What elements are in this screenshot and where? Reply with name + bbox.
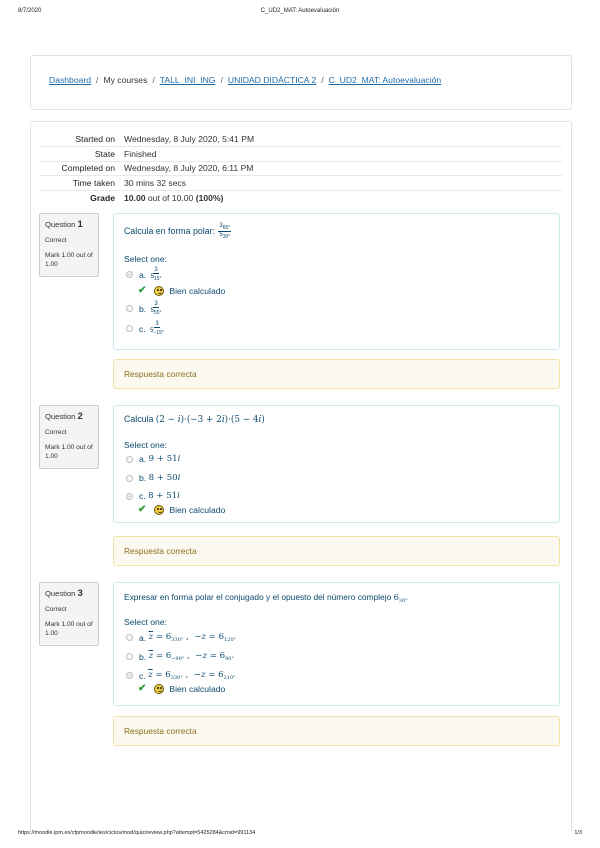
question-3-formulation bbox=[113, 582, 560, 706]
check-icon: ✔ bbox=[138, 683, 147, 694]
math-expression: 8 + 50i bbox=[148, 473, 181, 483]
question-text bbox=[124, 223, 232, 240]
print-title: C_UD2_MAT: Autoevaluación bbox=[260, 8, 340, 14]
question-number bbox=[45, 588, 93, 601]
radio-button[interactable] bbox=[126, 456, 133, 463]
question-1-formulation bbox=[113, 213, 560, 350]
option-c[interactable] bbox=[126, 321, 166, 336]
check-icon: ✔ bbox=[138, 285, 147, 296]
summary-value: 30 mins 32 secs bbox=[124, 177, 187, 188]
question-label: Question bbox=[45, 220, 76, 229]
option-feedback bbox=[138, 285, 225, 296]
summary-row-started bbox=[40, 132, 562, 147]
print-page-number: 1/3 bbox=[574, 830, 582, 836]
summary-label: State bbox=[94, 148, 115, 159]
option-a[interactable] bbox=[126, 632, 236, 643]
feedback-text: Bien calculado bbox=[169, 504, 226, 515]
radio-button[interactable] bbox=[126, 672, 133, 679]
option-a[interactable] bbox=[126, 454, 180, 464]
math-fraction: $\frac{3_{65^\circ}}{5_{30^\circ}}$ bbox=[219, 223, 231, 240]
radio-button[interactable] bbox=[126, 634, 133, 641]
question-state: Correct bbox=[45, 428, 67, 436]
question-1-outcome bbox=[113, 359, 560, 389]
smiley-icon bbox=[154, 286, 164, 296]
summary-label: Started on bbox=[75, 134, 115, 144]
question-text bbox=[124, 592, 408, 604]
question-2-info bbox=[39, 405, 99, 469]
question-number-value: 3 bbox=[77, 588, 83, 599]
option-b[interactable] bbox=[126, 301, 163, 316]
print-header bbox=[18, 8, 582, 18]
question-state: Correct bbox=[45, 605, 67, 613]
breadcrumb-separator: / bbox=[152, 75, 155, 85]
question-text bbox=[124, 414, 265, 425]
question-1-info bbox=[39, 213, 99, 277]
breadcrumb-dashboard[interactable]: Dashboard bbox=[49, 75, 92, 85]
question-number-value: 1 bbox=[77, 219, 83, 230]
select-one-prompt: Select one: bbox=[124, 254, 167, 264]
option-letter: b. bbox=[139, 473, 147, 483]
breadcrumb-separator: / bbox=[96, 75, 99, 85]
check-icon: ✔ bbox=[138, 504, 147, 515]
question-label: Question bbox=[45, 589, 76, 598]
question-2-formulation bbox=[113, 405, 560, 523]
breadcrumb-quiz[interactable]: C_UD2_MAT: Autoevaluación bbox=[328, 75, 442, 85]
option-c[interactable] bbox=[126, 491, 180, 501]
radio-button[interactable] bbox=[126, 493, 133, 500]
question-mark: Mark 1.00 out of 1.00 bbox=[45, 251, 93, 268]
feedback-text: Bien calculado bbox=[169, 683, 226, 694]
print-url: https://moodle.ipm.es/cfpmoodle/ies/ciclos/mod/quiz/review.php?attempt=5425284&cmid=991134 bbox=[18, 830, 256, 836]
feedback-text: Bien calculado bbox=[169, 285, 226, 296]
question-number-value: 2 bbox=[77, 411, 83, 422]
option-letter: c. bbox=[139, 670, 146, 681]
question-mark: Mark 1.00 out of 1.00 bbox=[45, 620, 93, 637]
option-letter: a. bbox=[139, 454, 147, 464]
breadcrumb-separator: / bbox=[220, 75, 223, 85]
grade-value bbox=[124, 190, 562, 205]
math-expression: $\overline{z} = 6_{330^\circ}$ , $-z = 6_{120^\circ}$ bbox=[148, 632, 237, 643]
breadcrumb-card bbox=[30, 55, 572, 110]
radio-button[interactable] bbox=[126, 653, 133, 660]
math-fraction: $\frac{3}{5_{55^\circ}}$ bbox=[150, 301, 162, 316]
option-b[interactable] bbox=[126, 473, 180, 483]
math-expression: $6_{30^\circ}$ bbox=[393, 592, 408, 604]
option-letter: a. bbox=[139, 632, 147, 643]
question-2-outcome bbox=[113, 536, 560, 566]
summary-value: Finished bbox=[124, 148, 157, 159]
option-feedback bbox=[138, 504, 225, 515]
outcome-text: Respuesta correcta bbox=[124, 726, 197, 736]
breadcrumb-unit[interactable]: UNIDAD DIDÁCTICA 2 bbox=[227, 75, 317, 85]
math-expression: $\overline{z} = 6_{330^\circ}$ , $-z = 6_{210^\circ}$ bbox=[148, 670, 236, 681]
breadcrumb-separator: / bbox=[321, 75, 324, 85]
question-3-info bbox=[39, 582, 99, 646]
attempt-summary-table bbox=[40, 132, 562, 205]
select-one-prompt: Select one: bbox=[124, 617, 167, 627]
summary-row-completed bbox=[40, 161, 562, 176]
math-expression: (2 − i)·(−3 + 2i)·(5 − 4i) bbox=[155, 415, 265, 425]
summary-label: Grade bbox=[90, 192, 115, 203]
select-one-prompt: Select one: bbox=[124, 440, 167, 450]
question-label: Question bbox=[45, 412, 76, 421]
summary-value: Wednesday, 8 July 2020, 5:41 PM bbox=[124, 134, 255, 144]
radio-button[interactable] bbox=[126, 475, 133, 482]
option-letter: c. bbox=[139, 491, 146, 501]
question-number bbox=[45, 411, 93, 424]
question-mark: Mark 1.00 out of 1.00 bbox=[45, 443, 93, 460]
math-expression: $\overline{z} = 6_{-90^\circ}$ , $-z = 6_{90^\circ}$ bbox=[148, 651, 234, 662]
summary-label: Time taken bbox=[72, 177, 115, 188]
print-date: 8/7/2020 bbox=[18, 8, 42, 14]
smiley-icon bbox=[154, 505, 164, 515]
summary-label: Completed on bbox=[61, 163, 115, 174]
breadcrumb-course[interactable]: TALL_INI_ING bbox=[159, 75, 216, 85]
radio-button[interactable] bbox=[126, 271, 133, 278]
radio-button[interactable] bbox=[126, 305, 133, 312]
smiley-icon bbox=[154, 684, 164, 694]
question-text-label: Calcula bbox=[124, 414, 154, 424]
summary-value: Wednesday, 8 July 2020, 6:11 PM bbox=[124, 163, 254, 174]
print-footer bbox=[18, 830, 582, 840]
outcome-text: Respuesta correcta bbox=[124, 546, 197, 556]
outcome-text: Respuesta correcta bbox=[124, 369, 197, 379]
breadcrumb-my-courses: My courses bbox=[103, 75, 148, 85]
summary-row-time-taken bbox=[40, 176, 562, 191]
summary-row-grade bbox=[40, 190, 562, 205]
radio-button[interactable] bbox=[126, 325, 133, 332]
option-letter: c. bbox=[139, 323, 146, 334]
math-fraction: $\frac{3}{5_{-15^\circ}}$ bbox=[150, 321, 164, 336]
summary-row-state bbox=[40, 147, 562, 162]
breadcrumb bbox=[49, 75, 441, 85]
math-expression: 8 + 51i bbox=[148, 491, 180, 501]
option-letter: b. bbox=[139, 303, 147, 314]
option-letter: a. bbox=[139, 269, 147, 280]
question-state: Correct bbox=[45, 236, 67, 244]
question-number bbox=[45, 219, 93, 232]
option-a[interactable] bbox=[126, 267, 163, 282]
option-c[interactable] bbox=[126, 670, 236, 681]
option-b[interactable] bbox=[126, 651, 234, 662]
question-text-label: Calcula en forma polar: bbox=[124, 225, 215, 236]
question-text-label: Expresar en forma polar el conjugado y el opuesto del número complejo bbox=[124, 592, 392, 602]
grade-score: 10.00 bbox=[124, 192, 146, 203]
grade-out-of: out of 10.00 bbox=[147, 192, 194, 203]
grade-percent: (100%) bbox=[195, 192, 224, 203]
option-feedback bbox=[138, 683, 225, 694]
math-fraction: $\frac{3}{5_{15^\circ}}$ bbox=[150, 267, 162, 282]
math-expression: 9 + 51i bbox=[148, 454, 181, 464]
question-3-outcome bbox=[113, 716, 560, 746]
option-letter: b. bbox=[139, 651, 147, 662]
